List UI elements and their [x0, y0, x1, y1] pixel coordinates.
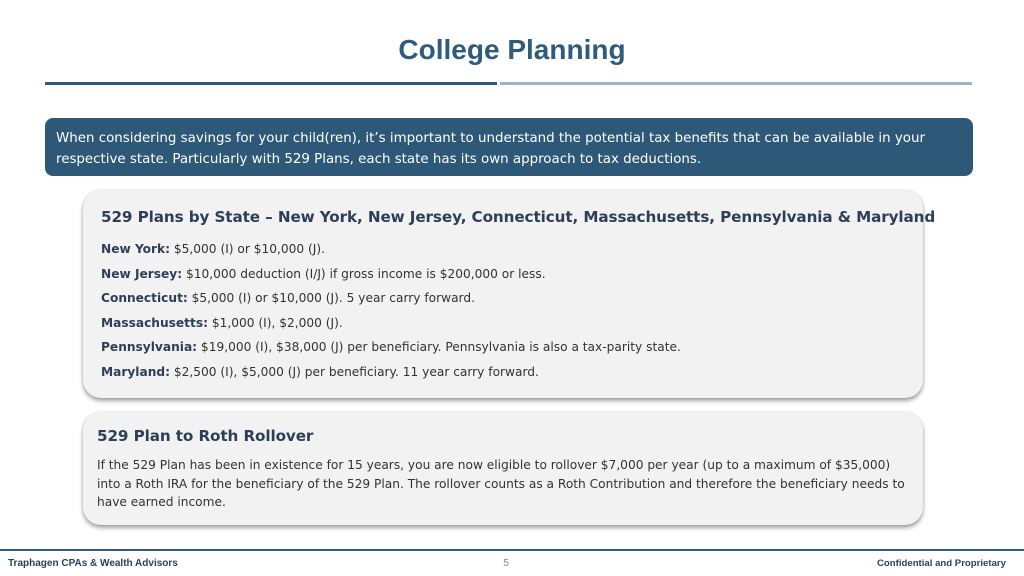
state-plans-heading: 529 Plans by State – New York, New Jersey, Connecticut, Massachusetts, Pennsylvania & Maryland — [101, 208, 936, 226]
roth-rollover-body: If the 529 Plan has been in existence for 15 years, you are now eligible to rollover $7,000 per year (up to a maximum of $35,000) into a Roth IRA for the beneficiary of the 529 Plan. The rollover counts as a Roth Contribution and therefore the beneficiary needs to have earned income. — [97, 458, 905, 509]
state-name: Connecticut: — [101, 291, 188, 306]
state-detail: $19,000 (I), $38,000 (J) per beneficiary. Pennsylvania is also a tax-parity state. — [197, 340, 681, 355]
state-detail: $5,000 (I) or $10,000 (J). — [170, 242, 326, 256]
state-name: New York: — [101, 242, 171, 256]
state-plans-list — [101, 237, 905, 385]
list-item — [101, 286, 905, 311]
title-underline-dark — [45, 82, 497, 85]
title-underline-light — [500, 82, 972, 85]
page-title: College Planning — [398, 34, 626, 65]
list-item — [101, 360, 905, 385]
list-item — [101, 262, 905, 287]
state-name: New Jersey: — [101, 266, 183, 281]
state-plans-card — [83, 190, 936, 398]
roth-rollover-card — [83, 412, 923, 525]
state-name: Maryland: — [101, 364, 170, 379]
state-detail: $10,000 deduction (I/J) if gross income is $200,000 or less. — [182, 266, 546, 281]
state-detail: $2,500 (I), $5,000 (J) per beneficiary. 11 year carry forward. — [169, 364, 539, 379]
footer-page-number: 5 — [503, 558, 509, 569]
footer-divider — [0, 549, 1024, 551]
state-detail: $1,000 (I), $2,000 (J). — [207, 315, 343, 330]
intro-banner — [45, 118, 973, 176]
list-item — [101, 237, 905, 262]
footer-company-name: Traphagen CPAs & Wealth Advisors — [8, 558, 178, 569]
state-detail: $5,000 (I) or $10,000 (J). 5 year carry forward. — [187, 291, 475, 306]
list-item — [101, 311, 905, 336]
footer-confidential-label: Confidential and Proprietary — [876, 558, 1006, 569]
list-item — [101, 335, 905, 360]
state-name: Massachusetts: — [101, 315, 208, 330]
state-name: Pennsylvania: — [101, 340, 198, 355]
intro-text: When considering savings for your child(ren), it’s important to understand the potential tax benefits that can be available in your respective state. Particularly with 529 Plans, each state has its own approach to tax deductions. — [56, 131, 925, 167]
roth-rollover-heading: 529 Plan to Roth Rollover — [97, 427, 314, 445]
